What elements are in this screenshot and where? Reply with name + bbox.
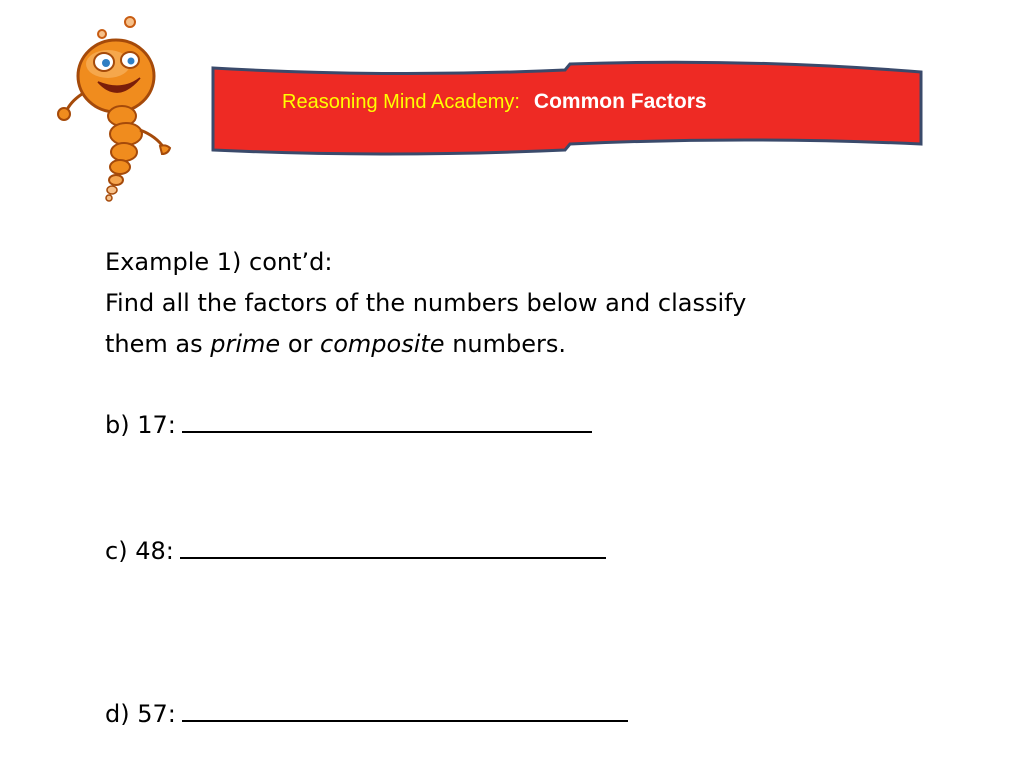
answer-blank-c[interactable] bbox=[180, 535, 606, 559]
problem-d bbox=[105, 697, 628, 731]
instruction-text-end: numbers. bbox=[452, 330, 566, 358]
example-text bbox=[105, 242, 985, 365]
term-prime: prime bbox=[210, 330, 281, 358]
word-or: or bbox=[287, 330, 313, 358]
banner-academy-label: Reasoning Mind Academy: bbox=[282, 91, 520, 113]
answer-blank-b[interactable] bbox=[182, 409, 592, 433]
problem-label: c) 48: bbox=[105, 537, 174, 565]
banner-topic-label: Common Factors bbox=[533, 90, 707, 113]
instruction-line-2 bbox=[105, 324, 985, 365]
problem-label: b) 17: bbox=[105, 411, 176, 439]
problem-b bbox=[105, 408, 592, 442]
instruction-line-1: Find all the factors of the numbers below and classify bbox=[105, 289, 747, 317]
banner-title bbox=[282, 90, 707, 124]
example-heading: Example 1) cont’d: bbox=[105, 248, 333, 276]
orange-mascot-icon bbox=[52, 12, 197, 204]
term-composite: composite bbox=[320, 330, 445, 358]
problem-label: d) 57: bbox=[105, 700, 176, 728]
instruction-text-start: them as bbox=[105, 330, 203, 358]
problem-c bbox=[105, 534, 606, 568]
answer-blank-d[interactable] bbox=[182, 698, 628, 722]
